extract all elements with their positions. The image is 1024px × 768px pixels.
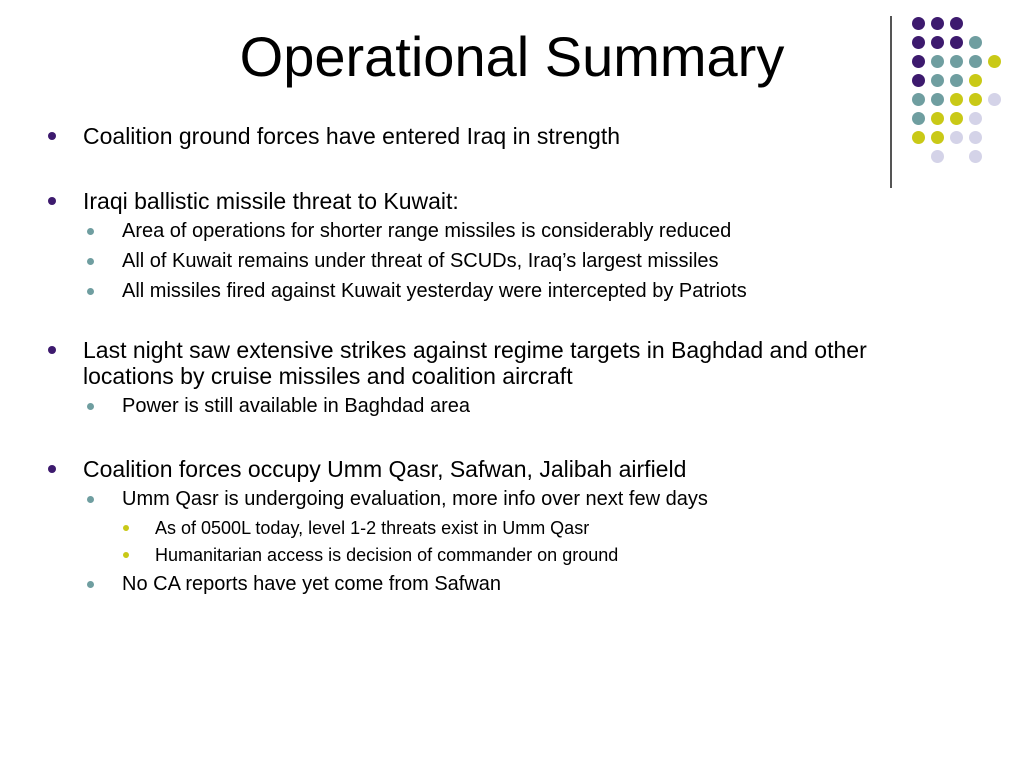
level2-bullet-icon	[87, 581, 94, 588]
level3-bullet-icon	[123, 552, 129, 558]
level2-bullet-icon	[87, 228, 94, 235]
level1-bullet-icon	[48, 346, 56, 354]
bullet-text: Last night saw extensive strikes against regime targets in Baghdad and other	[83, 337, 867, 363]
sub-sub-bullet-text: Humanitarian access is decision of commander on ground	[155, 545, 619, 565]
level1-bullet-icon	[48, 132, 56, 140]
level1-bullet-icon	[48, 465, 56, 473]
sub-bullet-text: All of Kuwait remains under threat of SCUDs, Iraq’s largest missiles	[122, 250, 719, 272]
bullet-text: Iraqi ballistic missile threat to Kuwait:	[83, 188, 459, 214]
bullet-text-continued: locations by cruise missiles and coalition aircraft	[83, 363, 573, 389]
level2-bullet-icon	[87, 258, 94, 265]
level1-bullet-icon	[48, 197, 56, 205]
slide-title: Operational Summary	[239, 25, 785, 88]
sub-bullet-text: Power is still available in Baghdad area	[122, 395, 470, 417]
sub-sub-bullet-text: As of 0500L today, level 1-2 threats exist in Umm Qasr	[155, 518, 590, 538]
sub-bullet-text: Umm Qasr is undergoing evaluation, more info over next few days	[122, 488, 708, 510]
bullet-text: Coalition forces occupy Umm Qasr, Safwan, Jalibah airfield	[83, 456, 687, 482]
level2-bullet-icon	[87, 403, 94, 410]
level2-bullet-icon	[87, 288, 94, 295]
sub-bullet-text: No CA reports have yet come from Safwan	[122, 573, 502, 595]
level3-bullet-icon	[123, 525, 129, 531]
sub-bullet-text: Area of operations for shorter range missiles is considerably reduced	[122, 220, 732, 242]
level2-bullet-icon	[87, 496, 94, 503]
sub-bullet-text: All missiles fired against Kuwait yesterday were intercepted by Patriots	[122, 280, 747, 302]
bullet-text: Coalition ground forces have entered Iraq in strength	[83, 123, 620, 149]
